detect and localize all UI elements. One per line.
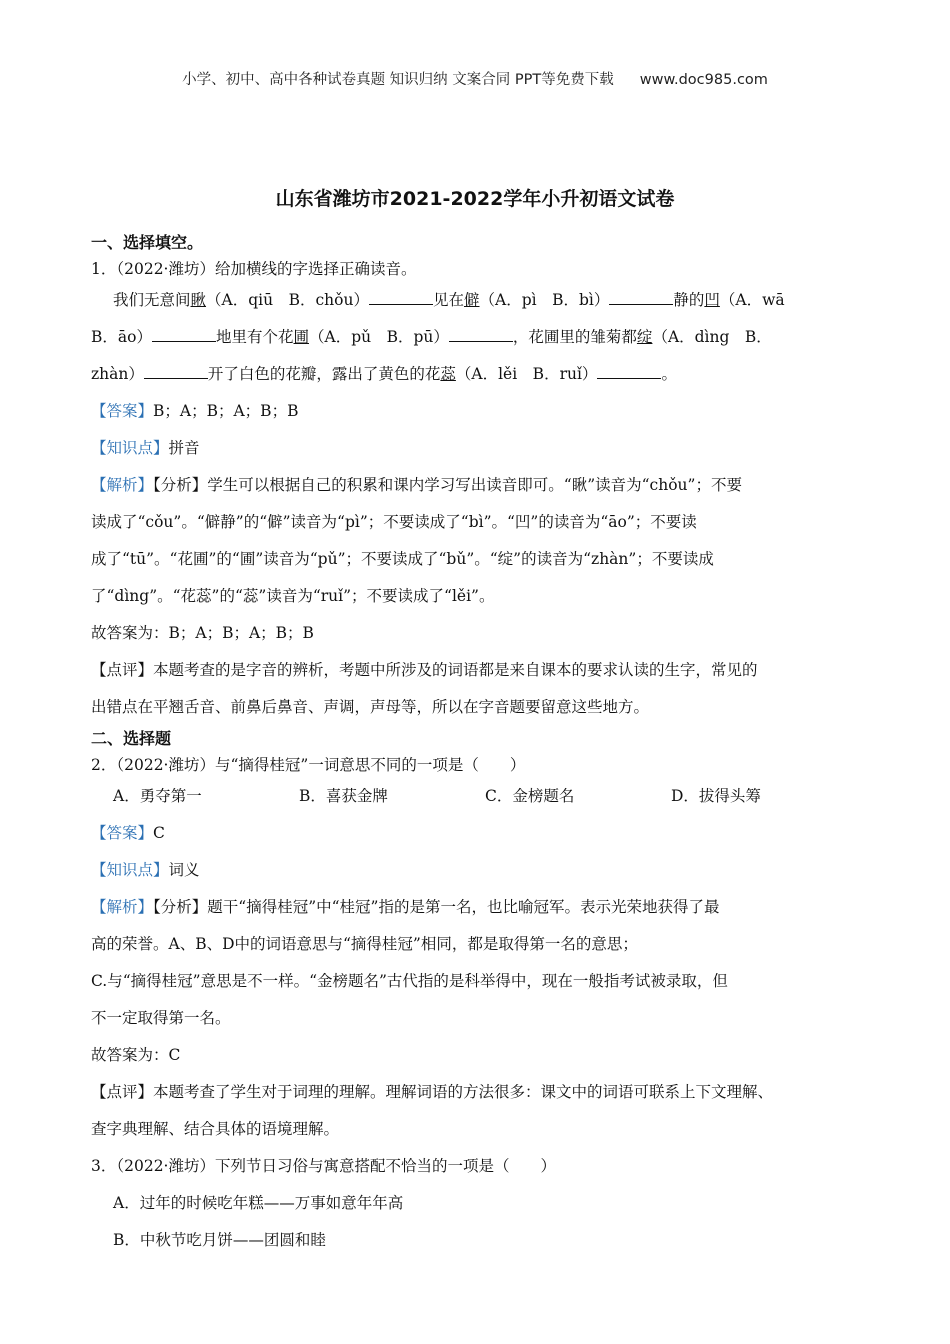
answer-blank[interactable]	[609, 290, 673, 305]
q1-line-1: 我们无意间瞅（A．qiū B．chǒu） 见在僻（A．pì B．bì） 静的凹（A．wā	[113, 291, 785, 309]
q2-option-c: C．金榜题名	[485, 787, 575, 805]
q1-answer: 【答案】B；A；B；A；B；B	[91, 402, 299, 420]
q2-comment-1: 【点评】本题考查了学生对于词理的理解。理解词语的方法很多：课文中的词语可联系上下文理解、	[91, 1083, 774, 1101]
q3-option-a: A．过年的时候吃年糕——万事如意年年高	[113, 1194, 404, 1212]
answer-blank[interactable]	[369, 290, 433, 305]
q2-options	[91, 778, 861, 815]
knowledge-tag: 【知识点】	[91, 861, 169, 879]
answer-blank[interactable]	[144, 364, 208, 379]
header-site[interactable]: www.doc985.com	[639, 72, 768, 88]
document-body	[91, 230, 861, 1259]
q2-analysis-4: 不一定取得第一名。	[91, 1009, 231, 1027]
q1-stem: 1．（2022·潍坊）给加横线的字选择正确读音。	[91, 260, 417, 278]
analysis-tag: 【解析】	[91, 898, 154, 916]
q2-analysis-3: C.与“摘得桂冠”意思是不一样。“金榜题名”古代指的是科举得中，现在一般指考试被录取，但	[91, 972, 728, 990]
q1-line-2: B．āo） 地里有个花圃（A．pǔ B．pū） ，花圃里的雏菊都绽（A．dìng B．	[91, 328, 772, 346]
underlined-char: 绽	[636, 328, 653, 346]
q2-analysis: 【解析】【分析】题干“摘得桂冠”中“桂冠”指的是第一名，也比喻冠军。表示光荣地获得了最	[91, 898, 720, 916]
answer-blank[interactable]	[152, 327, 216, 342]
q2-option-a: A．勇夺第一	[113, 787, 202, 805]
q2-answer: 【答案】C	[91, 824, 165, 842]
underlined-char: 僻	[463, 291, 480, 309]
header-text: 小学、初中、高中各种试卷真题 知识归纳 文案合同 PPT等免费下载	[182, 72, 614, 88]
underlined-char: 蕊	[440, 365, 456, 383]
q2-analysis-2: 高的荣誉。A、B、D中的词语意思与“摘得桂冠”相同，都是取得第一名的意思；	[91, 935, 638, 953]
answer-blank[interactable]	[449, 327, 513, 342]
answer-tag: 【答案】	[91, 402, 154, 420]
q1-analysis: 【解析】【分析】学生可以根据自己的积累和课内学习写出读音即可。“瞅”读音为“chǒu”；不要	[91, 476, 742, 494]
section1-heading: 一、选择填空。	[91, 233, 204, 252]
q3-option-b: B．中秋节吃月饼——团圆和睦	[113, 1231, 326, 1249]
analysis-tag: 【解析】	[91, 476, 154, 494]
q1-comment-1: 【点评】本题考查的是字音的辨析，考题中所涉及的词语都是来自课本的要求认读的生字，常见的	[91, 661, 758, 679]
q1-comment-2: 出错点在平翘舌音、前鼻后鼻音、声调，声母等，所以在字音题要留意这些地方。	[91, 698, 650, 716]
q3-stem: 3．（2022·潍坊）下列节日习俗与寓意搭配不恰当的一项是（ ）	[91, 1157, 556, 1175]
q2-knowledge-point: 【知识点】词义	[91, 861, 200, 879]
q2-stem: 2．（2022·潍坊）与“摘得桂冠”一词意思不同的一项是（ ）	[91, 756, 526, 774]
q1-analysis-3: 成了“tū”。“花圃”的“圃”读音为“pǔ”；不要读成了“bǔ”。“绽”的读音为“zhàn”；不要读成	[91, 550, 714, 568]
answer-tag: 【答案】	[91, 824, 154, 842]
answer-blank[interactable]	[597, 364, 661, 379]
underlined-char: 瞅	[190, 291, 207, 309]
q2-comment-2: 查字典理解、结合具体的语境理解。	[91, 1120, 340, 1138]
underlined-char: 圃	[293, 328, 309, 346]
page-title: 山东省潍坊市2021-2022学年小升初语文试卷	[275, 188, 675, 210]
section2-heading: 二、选择题	[91, 729, 172, 748]
q1-final: 故答案为：B；A；B；A；B；B	[91, 624, 314, 642]
q1-analysis-4: 了“dìng”。“花蕊”的“蕊”读音为“ruǐ”；不要读成了“lěi”。	[91, 587, 495, 605]
page-header	[0, 68, 950, 89]
q2-option-d: D．拔得头筹	[671, 787, 761, 805]
q2-option-b: B．喜获金牌	[299, 787, 388, 805]
q1-analysis-2: 读成了“cǒu”。“僻静”的“僻”读音为“pì”；不要读成了“bì”。“凹”的读音为“āo”；不要读	[91, 513, 697, 531]
q1-knowledge-point: 【知识点】拼音	[91, 439, 200, 457]
q2-final: 故答案为：C	[91, 1046, 181, 1064]
underlined-char: 凹	[704, 291, 720, 309]
knowledge-tag: 【知识点】	[91, 439, 169, 457]
q1-line-3: zhàn） 开了白色的花瓣，露出了黄色的花蕊（A．lěi B．ruǐ） 。	[91, 365, 677, 383]
